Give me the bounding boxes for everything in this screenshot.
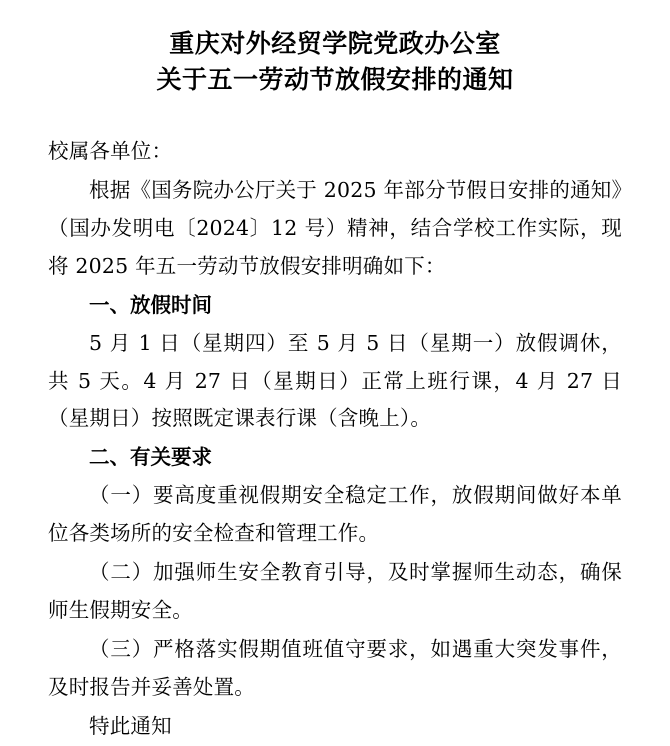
section-heading-requirements: 二、有关要求 — [89, 445, 212, 470]
title-line-1: 重庆对外经贸学院党政办公室 — [169, 29, 501, 58]
paragraph-closing: 特此通知 — [89, 713, 172, 738]
page-title — [48, 22, 622, 97]
title-line-2: 关于五一劳动节放假安排的通知 — [156, 64, 514, 94]
paragraph-requirement-1: （一）要高度重视假期安全稳定工作，放假期间做好本单位各类场所的安全检查和管理工作。 — [48, 483, 622, 546]
document-body — [48, 133, 622, 746]
section-heading-holiday-period: 一、放假时间 — [89, 292, 212, 317]
paragraph-requirement-3: （三）严格落实假期值班值守要求，如遇重大突发事件，及时报告并妥善处置。 — [48, 636, 622, 699]
salutation: 校属各单位： — [48, 139, 173, 163]
paragraph-holiday-period: 5 月 1 日（星期四）至 5 月 5 日（星期一）放假调休，共 5 天。4 月 27 日（星期日）正常上班行课，4 月 27 日（星期日）按照既定课表行课（含晚上）。 — [48, 330, 622, 431]
paragraph-requirement-2: （二）加强师生安全教育引导，及时掌握师生动态，确保师生假期安全。 — [48, 560, 622, 623]
paragraph-basis: 根据《国务院办公厅关于 2025 年部分节假日安排的通知》（国办发明电〔2024〕12 号）精神，结合学校工作实际，现将 2025 年五一劳动节放假安排明确如下： — [48, 177, 622, 278]
